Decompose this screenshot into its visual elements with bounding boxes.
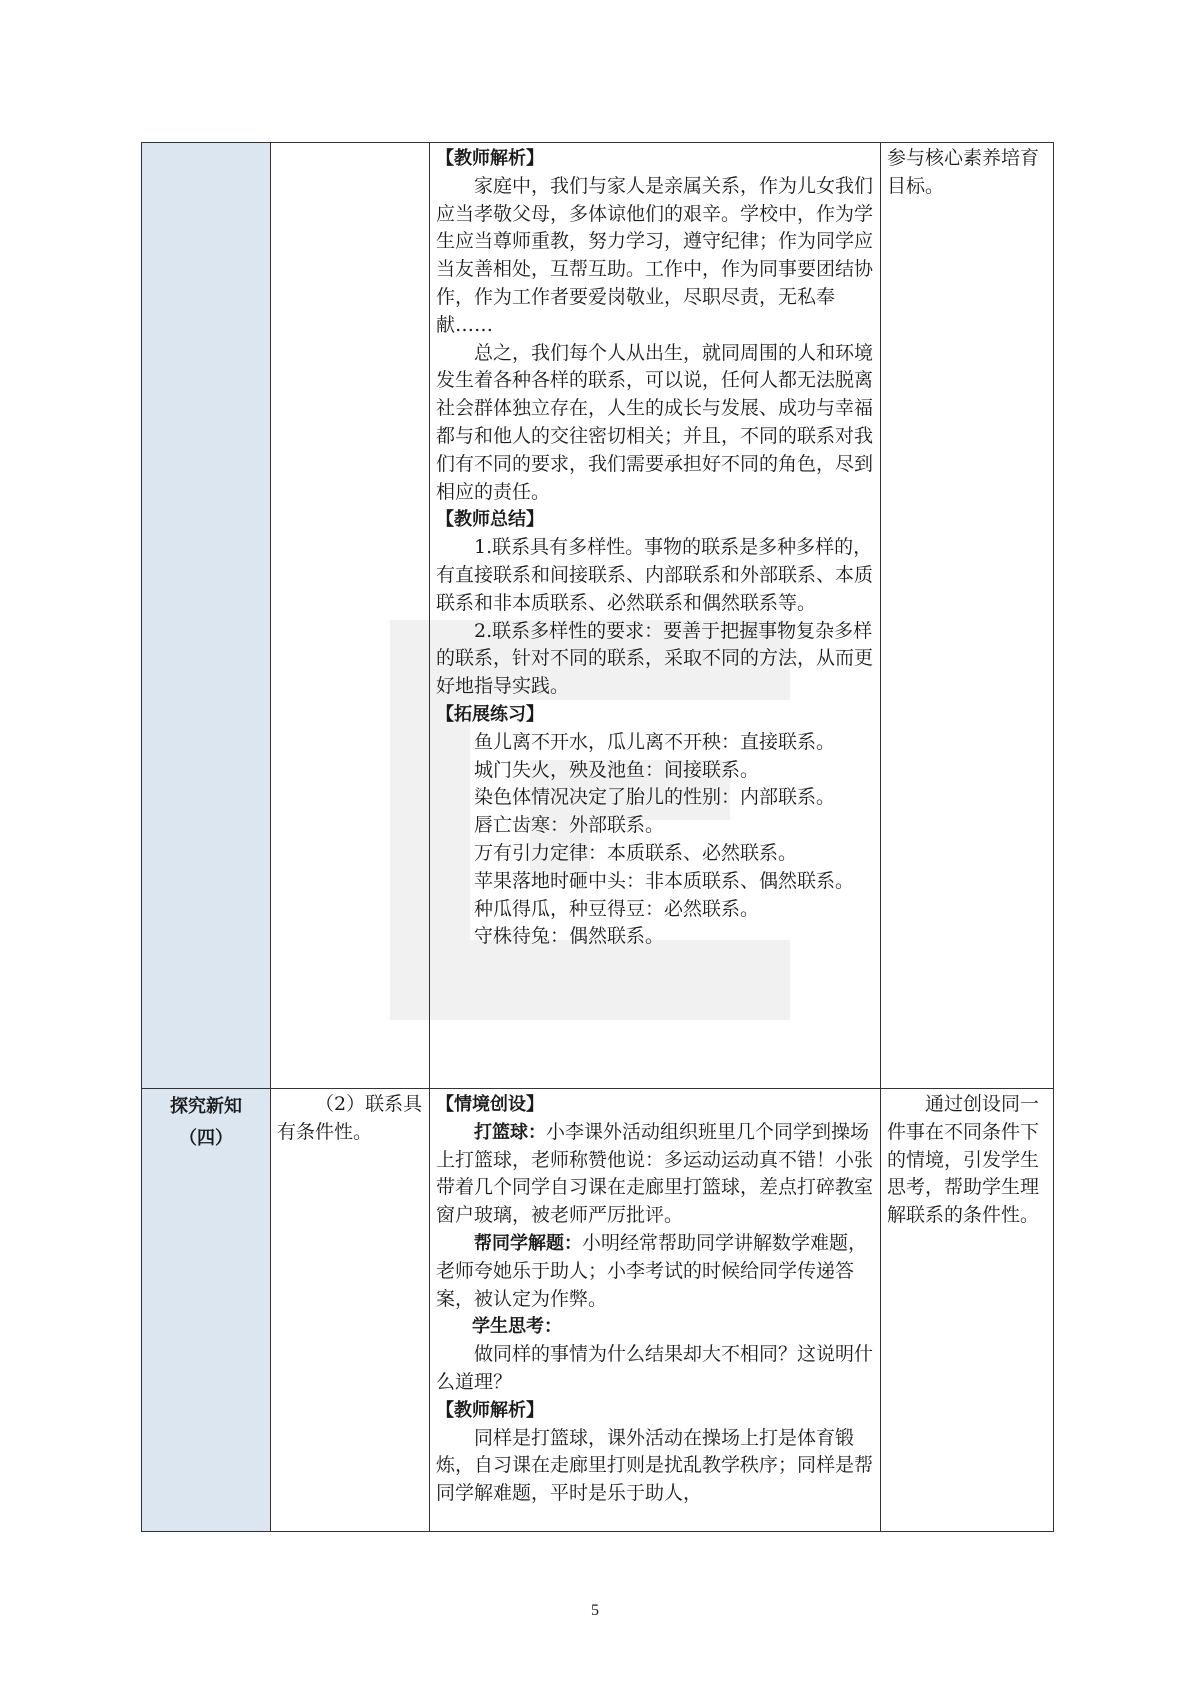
think-label: 学生思考： <box>472 1316 562 1338</box>
practice-heading: 【拓展练习】 <box>436 703 544 725</box>
scenario-heading: 【情境创设】 <box>436 1094 544 1115</box>
stage-label: 探究新知 （四） <box>170 1096 242 1149</box>
teacher-summary-heading: 【教师总结】 <box>436 509 544 531</box>
help-label: 帮同学解题： <box>474 1232 582 1254</box>
analysis-paragraph: 家庭中，我们与家人是亲属关系，作为儿女我们应当孝敬父母，多体谅他们的艰辛。学校中，作为学生应当尊师重教，努力学习，遵守纪律；作为同学应当友善相处，互帮互助。工作中，作为同事要团结协作，作为工作者要爱岗敬业，尽职尽责，无私奉献…… <box>436 174 874 336</box>
practice-item: 种瓜得瓜，种豆得豆：必然联系。 <box>474 897 760 920</box>
content-text: （2）联系具有条件性。 <box>277 1093 423 1143</box>
summary-paragraph: 2.联系多样性的要求：要善于把握事物复杂多样的联系，针对不同的联系，采取不同的方法，从而更好地指导实践。 <box>436 619 874 698</box>
activity-cell <box>430 1089 881 1532</box>
analysis-paragraph: 总之，我们每个人从出生，就同周围的人和环境发生着各种各样的联系，可以说，任何人都无法脱离社会群体独立存在，人生的成长与发展、成功与幸福都与和他人的交往密切相关；并且，不同的联系对我们有不同的要求，我们需要承担好不同的角色，尽到相应的责任。 <box>436 341 874 503</box>
intent-text: 通过创设同一件事在不同条件下的情境，引发学生思考，帮助学生理解联系的条件性。 <box>887 1093 1040 1227</box>
stage-cell <box>142 1089 271 1532</box>
practice-item: 鱼儿离不开水，瓜儿离不开秧：直接联系。 <box>474 730 836 753</box>
basketball-paragraph: 打篮球：小李课外活动组织班里几个同学到操场上打篮球，老师称赞他说：多运动运动真不错！小张带着几个同学自习课在走廊里打篮球，差点打碎教室窗户玻璃，被老师严厉批评。 <box>436 1120 874 1227</box>
teacher-analysis-heading: 【教师解析】 <box>436 1399 544 1421</box>
stage-cell-empty <box>142 143 271 1089</box>
practice-item: 守株待兔：偶然联系。 <box>474 925 665 948</box>
practice-item: 苹果落地时砸中头：非本质联系、偶然联系。 <box>474 869 855 892</box>
activity-cell <box>430 143 881 1089</box>
summary-paragraph: 1.联系具有多样性。事物的联系是多种多样的，有直接联系和间接联系、内部联系和外部联系、本质联系和非本质联系、必然联系和偶然联系等。 <box>436 536 874 614</box>
practice-item: 万有引力定律：本质联系、必然联系。 <box>474 841 798 864</box>
analysis-paragraph: 同样是打篮球，课外活动在操场上打是体育锻炼，自习课在走廊里打则是扰乱教学秩序；同样是帮同学解难题，平时是乐于助人， <box>436 1426 874 1505</box>
think-question: 做同样的事情为什么结果却大不相同？这说明什么道理？ <box>436 1343 874 1393</box>
practice-item: 唇亡齿寒：外部联系。 <box>474 814 665 837</box>
content-cell <box>271 1089 430 1532</box>
lesson-plan-table <box>141 142 1054 1532</box>
practice-item: 染色体情况决定了胎儿的性别：内部联系。 <box>474 786 836 809</box>
help-paragraph: 帮同学解题：小明经常帮助同学讲解数学难题，老师夸她乐于助人；小李考试的时候给同学传递答案，被认定为作弊。 <box>436 1231 868 1310</box>
table-row <box>142 143 1054 1089</box>
page-number: 5 <box>591 1602 599 1619</box>
basketball-label: 打篮球： <box>474 1121 546 1143</box>
intent-text: 参与核心素养培育目标。 <box>887 147 1040 197</box>
intent-cell <box>881 1089 1054 1532</box>
content-cell-empty <box>271 143 430 1089</box>
teacher-analysis-heading: 【教师解析】 <box>436 148 544 169</box>
intent-cell <box>881 143 1054 1089</box>
table-row <box>142 1089 1054 1532</box>
practice-item: 城门失火，殃及池鱼：间接联系。 <box>474 758 760 781</box>
